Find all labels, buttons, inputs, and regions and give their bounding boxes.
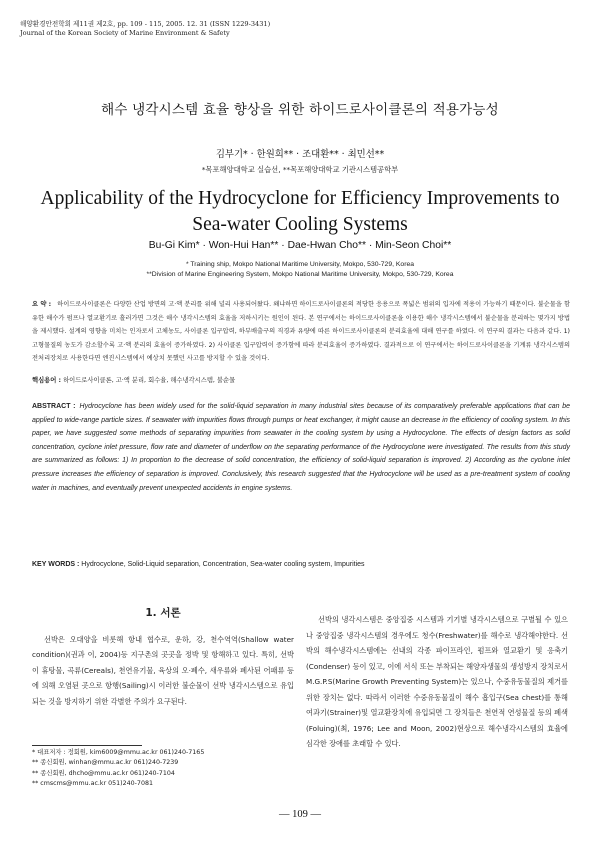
abstract-english-text: Hydrocyclone has been widely used for the solid-liquid separation in many industrial sites because of its comparatively preferable applications that can be applied to wide-range particle sizes. If seawater with impurities flows through pumps or heat exchanger, it might cause an decrease in the efficiency of cooling system. In this paper, we have suggested some methods of separating impurities from seawater in the cooling system by using a Hydrocyclone. The effects of design factors as solid concentration, cyclone inlet pressure, flow rate and diameter of underflow on the separating performance of the Hydrocyclone were investigated. The results from this study are summarized as follows: 1) In proportion to the decrease of solid concentration, the efficiency of solid-liquid separation is improved. 2) According as the cyclone inlet pressure increases the efficiency of separation is improved. Conclusively, this research suggested that the Hydrocyclone will be used as a pre-treatment system of cooling water in machines, and eventually prevent unexpected accidents in engine systems. xyxy=(32,403,570,492)
right-column xyxy=(306,612,568,752)
abstract-korean-label: 요 약 : xyxy=(32,301,52,308)
keywords-korean xyxy=(32,375,570,384)
footnotes xyxy=(32,748,294,789)
footnote: ** 종신회원, winhan@mmu.ac.kr 061)240-7239 xyxy=(32,759,179,767)
affiliation-english-line: **Division of Marine Engineering System, Mokpo National Maritime University, Mokpo, 530-729, Korea xyxy=(146,271,454,278)
journal-citation: 해양환경안전학회 제11권 제2호, pp. 109 - 115, 2005. 12. 31 (ISSN 1229-3431) xyxy=(20,20,271,28)
keywords-english-text: Hydrocyclone, Solid-Liquid separation, Concentration, Sea-water cooling system, Impurities xyxy=(81,561,365,568)
left-column xyxy=(32,596,294,709)
keywords-korean-text: 하이드로사이클론, 고·액 분리, 회수율, 해수냉각시스템, 불순물 xyxy=(63,377,236,384)
journal-name: Journal of the Korean Society of Marine Environment & Safety xyxy=(20,29,230,37)
footnote: * 대표저자 : 정회원, kim6009@mmu.ac.kr 061)240-7165 xyxy=(32,749,205,756)
keywords-english-label: KEY WORDS : xyxy=(32,561,80,568)
keywords-english xyxy=(32,561,570,568)
abstract-korean xyxy=(32,298,570,366)
body-paragraph: 선박의 냉각시스템은 중앙집중 시스템과 기기별 냉각시스템으로 구별될 수 있으나 중앙집중 냉각시스템의 경우에도 청수(Freshwater)를 해수로 냉각해야한다. 선박의 해수냉각시스템에는 선내의 각종 파이프라인, 펌프와 열교환기 및 응축기(Condenser) 등이 있고, 이에 서식 또는 부착되는 해양자생물의 생성방지 장치로서 M.G.P.S(Marine Growth Preventing System)는 있으나, 수중유동물질의 제거를 위한 장치는 없다. 따라서 이러한 수중유동물질이 해수 흡입구(Sea chest)를 통해 여과기(Strainer)및 열교환장치에 유입되면 그 장치들은 천연적 연성물질 등의 폐색(Foluing)(최, 1976; Lee and Moon, 2002)현상으로 해수냉각시스템의 효율에 심각한 장애를 초래할 수 있다. xyxy=(306,615,568,748)
authors-english: Bu-Gi Kim* · Won-Hui Han** · Dae-Hwan Cho** · Min-Seon Choi** xyxy=(148,240,452,251)
keywords-korean-label: 핵심용어 : xyxy=(32,377,62,384)
title-korean: 해수 냉각시스템 효율 향상을 위한 하이드로사이클론의 적용가능성 xyxy=(101,102,499,118)
journal-header xyxy=(20,20,580,38)
body-paragraph: 선박은 오대양을 비롯해 항내 협수로, 운하, 강, 천수역역(Shallow water condition)(권과 이, 2004)등 지구촌의 곳곳을 정박 및 항해하고 있다. 특히, 선박이 휴탕물, 곡류(Cereals), 천연유기물, 육상의 오·폐수, 새우류와 폐사된 어패류 등에 의해 오염된 곳으로 항행(Sailing)시 이러한 불순물이 선박 냉각시스템으로 유입되는 것을 방지하기 위한 각별한 주의가 요구된다. xyxy=(32,634,294,706)
page-number: ― 109 ― xyxy=(279,809,321,820)
footnote: ** 종신회원, dhcho@mmu.ac.kr 061)240-7104 xyxy=(32,769,175,777)
authors-korean: 김부기* · 한원희** · 조대환** · 최민선** xyxy=(215,149,385,160)
affiliation-english-line: * Training ship, Mokpo National Maritime University, Mokpo, 530-729, Korea xyxy=(185,261,415,268)
footnote-divider xyxy=(32,745,142,746)
affiliation-english xyxy=(0,260,600,280)
affiliation-korean: *목포해양대학교 실습선, **목포해양대학교 기관시스템공학부 xyxy=(201,165,399,174)
title-english: Applicability of the Hydrocyclone for Efficiency Improvements to Sea-water Cooling Systems xyxy=(40,188,560,235)
section-title: 1. 서론 xyxy=(145,607,181,619)
footnote: ** cmscms@mmu.ac.kr 051)240-7081 xyxy=(32,779,153,787)
abstract-english xyxy=(32,400,570,495)
abstract-english-label: ABSTRACT : xyxy=(32,403,76,410)
abstract-korean-text: 하이드로사이클론은 다양한 산업 방면의 고·액 분리를 위해 널리 사용되어왔다. 왜냐하면 하이드로사이클론의 적당한 응용으로 폭넓은 범위의 입자에 적용이 가능하기 때문이다. 불순물을 함유한 해수가 펌프나 열교환기로 흘러가면 그것은 해수 냉각시스템의 효율을 저하시키는 원인이 된다. 본 연구에서는 하이드로사이클론을 이용한 해수 냉각시스템에서 불순물을 분리하는 몇가지 방법을 제시했다. 설계의 영향을 미치는 인자로서 고체농도, 사이클론 입구압력, 하부배출구의 직경과 유량에 따른 하이드로사이클론의 분리효율에 대해 연구를 하였다. 이 연구의 결과는 다음과 같다. 1) 고형물질의 농도가 감소할수록 고·액 분리의 효율이 증가하였다. 2) 사이클론 입구압력이 증가함에 따라 분리효율이 증가하였다. 결과적으로 이 연구에서는 하이드로사이클론을 기계류 냉각시스템의 전처리장치로 사용한다면 엔진시스템에서 예상치 못했던 사고를 방지할 수 있을 것이다. xyxy=(32,301,570,363)
